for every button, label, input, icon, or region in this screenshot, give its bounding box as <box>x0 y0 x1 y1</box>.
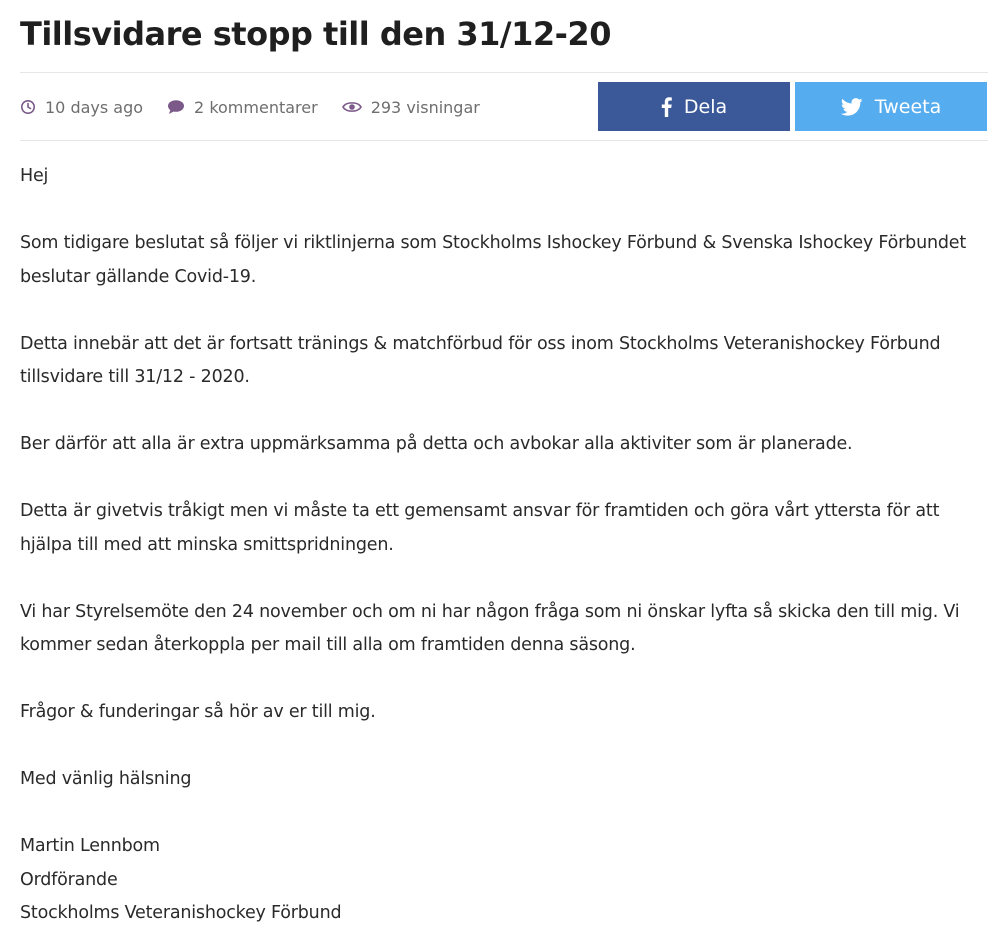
signature-name: Martin Lennbom <box>20 836 160 856</box>
divider-top <box>20 72 988 73</box>
meta-comments[interactable] <box>167 98 318 117</box>
eye-icon <box>342 100 362 114</box>
article-meta <box>20 92 504 122</box>
twitter-share-label: Tweeta <box>874 95 942 118</box>
twitter-share-button[interactable] <box>795 82 987 131</box>
paragraph: Detta innebär att det är fortsatt tränings & matchförbud för oss inom Stockholms Veteranishockey Förbund tillsvidare till 31/12 - 2020. <box>20 333 941 387</box>
paragraph-closing: Med vänlig hälsning <box>20 769 192 789</box>
paragraph: Frågor & funderingar så hör av er till mig. <box>20 702 376 722</box>
meta-views-label: 293 visningar <box>370 97 480 117</box>
page-title: Tillsvidare stopp till den 31/12-20 <box>20 15 611 53</box>
paragraph: Som tidigare beslutat så följer vi riktlinjerna som Stockholms Ishockey Förbund & Svenska Ishockey Förbundet beslutar gällande Covid-19. <box>20 233 966 287</box>
paragraph: Vi har Styrelsemöte den 24 november och om ni har någon fråga som ni önskar lyfta så skicka den till mig. Vi kommer sedan återkoppla per mail till alla om framtiden denna säsong. <box>20 601 960 655</box>
meta-comments-label: 2 kommentarer <box>194 97 318 117</box>
facebook-share-label: Dela <box>683 95 728 118</box>
twitter-bird-icon <box>841 98 863 116</box>
paragraph: Ber därför att alla är extra uppmärksamma på detta och avbokar alla aktiviter som är planerade. <box>20 434 853 454</box>
clock-icon <box>20 99 36 115</box>
signature-role: Ordförande <box>20 869 118 890</box>
paragraph-greeting: Hej <box>20 166 49 186</box>
comment-bubble-icon <box>167 99 185 115</box>
meta-time-label: 10 days ago <box>45 97 144 117</box>
meta-time <box>20 98 143 117</box>
signature-organization: Stockholms Veteranishockey Förbund <box>20 903 342 923</box>
facebook-share-button[interactable] <box>598 82 790 131</box>
divider-bottom <box>20 140 988 141</box>
facebook-f-icon <box>661 97 672 117</box>
meta-views <box>342 98 480 117</box>
article-body <box>20 160 995 931</box>
paragraph: Detta är givetvis tråkigt men vi måste ta ett gemensamt ansvar för framtiden och göra vårt yttersta för att hjälpa till med att minska smittspridningen. <box>20 501 940 555</box>
